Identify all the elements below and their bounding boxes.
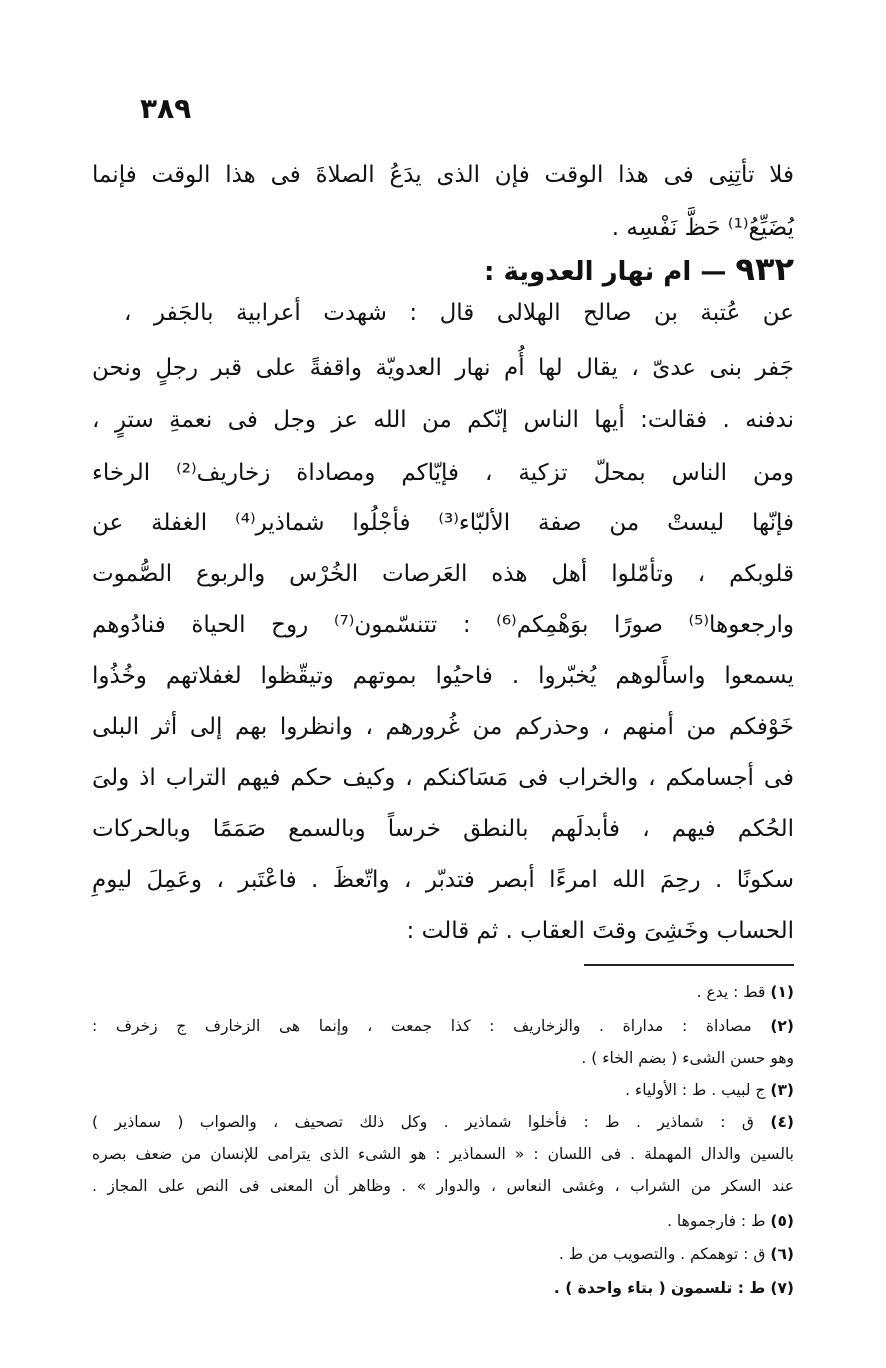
footnote-text: ط : تلسمون ( بتاء واحدة ) . bbox=[553, 1279, 766, 1297]
footnote-text: مصاداة : مداراة . والزخاريف : كذا جمعت ، وإنما هى الزخارف ج زخرف : bbox=[92, 1017, 752, 1035]
body-line: ندفنه . فقالت: أيها الناس إنّكم من الله عز وجل فى نعمةِ سترٍ ، bbox=[92, 407, 794, 433]
body-line: فى أجسامكم ، والخراب فى مَسَاكنكم ، وكيف حكم فيهم التراب اذ ولىَ bbox=[92, 765, 794, 791]
footnote-4 bbox=[92, 1111, 794, 1133]
footnote-4-cont bbox=[92, 1143, 794, 1165]
footnote-text: قط : يدع . bbox=[696, 983, 766, 1001]
footnote-text: ق : شماذير . ط : فأخلوا شماذير . وكل ذلك تصحيف ، والصواب ( سماذير ) bbox=[92, 1113, 754, 1131]
footnote-number: (٧) bbox=[770, 1279, 794, 1297]
footnote-text: ط : فارجموها . bbox=[667, 1212, 766, 1230]
footnote-text: بالسين والدال المهملة . فى اللسان : « السماذير : هو الشىء الذى يترامى للإنسان من ضعف بصره bbox=[92, 1145, 794, 1163]
body-line: سكونًا . رحِمَ الله امرءًا أبصر فتدبّر ، واتّعظَ . فاعْتَبر ، وعَمِلَ ليومِ bbox=[92, 867, 794, 893]
footnote-number: (٣) bbox=[770, 1081, 794, 1099]
section-title: ام نهار العدوية : bbox=[484, 257, 692, 287]
footnote-text: ج لبيب . ط : الأولياء . bbox=[625, 1081, 766, 1099]
section-dash: — bbox=[700, 257, 727, 287]
footnote-number: (٢) bbox=[770, 1017, 794, 1035]
body-line: قلوبكم ، وتأمّلوا أهل هذه العَرصات الخُرْس والربوع الصُّموت bbox=[92, 561, 794, 587]
footnote-1 bbox=[92, 981, 794, 1003]
footnote-4-cont bbox=[92, 1175, 794, 1197]
body-line: الحساب وخَشِىَ وقتَ العقاب . ثم قالت : bbox=[406, 918, 794, 944]
body-line: فإنّها ليستْ من صفة الألبّاء⁽³⁾ فأجْلُوا شماذير⁽⁴⁾ الغفلة عن bbox=[92, 510, 795, 536]
body-line: ومن الناس بمحلّ تزكية ، فإيّاكم ومصاداة زخاريف⁽²⁾ الرخاء bbox=[92, 460, 794, 486]
footnote-number: (٥) bbox=[770, 1212, 794, 1230]
footnote-text: ق : توهمكم . والتصويب من ط . bbox=[558, 1245, 766, 1263]
section-number: ٩٣٢ bbox=[735, 250, 794, 288]
footnote-2 bbox=[92, 1015, 794, 1037]
footnote-number: (١) bbox=[770, 983, 794, 1001]
body-line: وارجعوها⁽⁵⁾ صورًا بوَهْمِكم⁽⁶⁾ : تتنسّمون⁽⁷⁾ روح الحياة فنادُوهم bbox=[92, 612, 794, 638]
intro-line: يُضَيِّعُ⁽¹⁾ حَظَّ نَفْسِه . bbox=[611, 215, 794, 241]
page-number: ٣٨٩ bbox=[140, 92, 192, 125]
body-line: عن عُتبة بن صالح الهلالى قال : شهدت أعرابية بالجَفر ، bbox=[124, 300, 794, 326]
body-line: جَفر بنى عدىّ ، يقال لها أُم نهار العدويّة واقفةً على قبر رجلٍ ونحن bbox=[92, 355, 794, 381]
section-heading bbox=[92, 250, 794, 288]
footnote-number: (٤) bbox=[770, 1113, 795, 1131]
footnote-7 bbox=[92, 1277, 794, 1299]
body-line: يسمعوا واسأَلوهم يُخبّروا . فاحيُوا بموتهم وتيقّظوا لغفلاتهم وخُذُوا bbox=[92, 663, 794, 689]
footnote-3 bbox=[92, 1079, 794, 1101]
footnote-number: (٦) bbox=[770, 1245, 794, 1263]
footnote-5 bbox=[92, 1210, 794, 1232]
footnote-2-cont bbox=[92, 1047, 794, 1069]
footnote-6 bbox=[92, 1243, 794, 1265]
footnote-text: عند السكر من الشراب ، وغشى النعاس ، والدوار » . وظاهر أن المعنى فى النص على المجاز . bbox=[92, 1177, 794, 1195]
intro-line: فلا تأتِنِى فى هذا الوقت فإن الذى يدَعُ الصلاةَ فى هذا الوقت فإنما bbox=[92, 162, 794, 188]
body-line: خَوْفكم من أمنهم ، وحذركم من غُرورهم ، وانظروا بهم إلى أثر البلى bbox=[92, 714, 794, 740]
footnote-divider bbox=[584, 964, 794, 966]
body-line: الحُكم فيهم ، فأبدلَهم بالنطق خرساً وبالسمع صَمَمًا وبالحركات bbox=[92, 816, 794, 842]
footnote-text: وهو حسن الشىء ( بضم الخاء ) . bbox=[581, 1049, 794, 1067]
